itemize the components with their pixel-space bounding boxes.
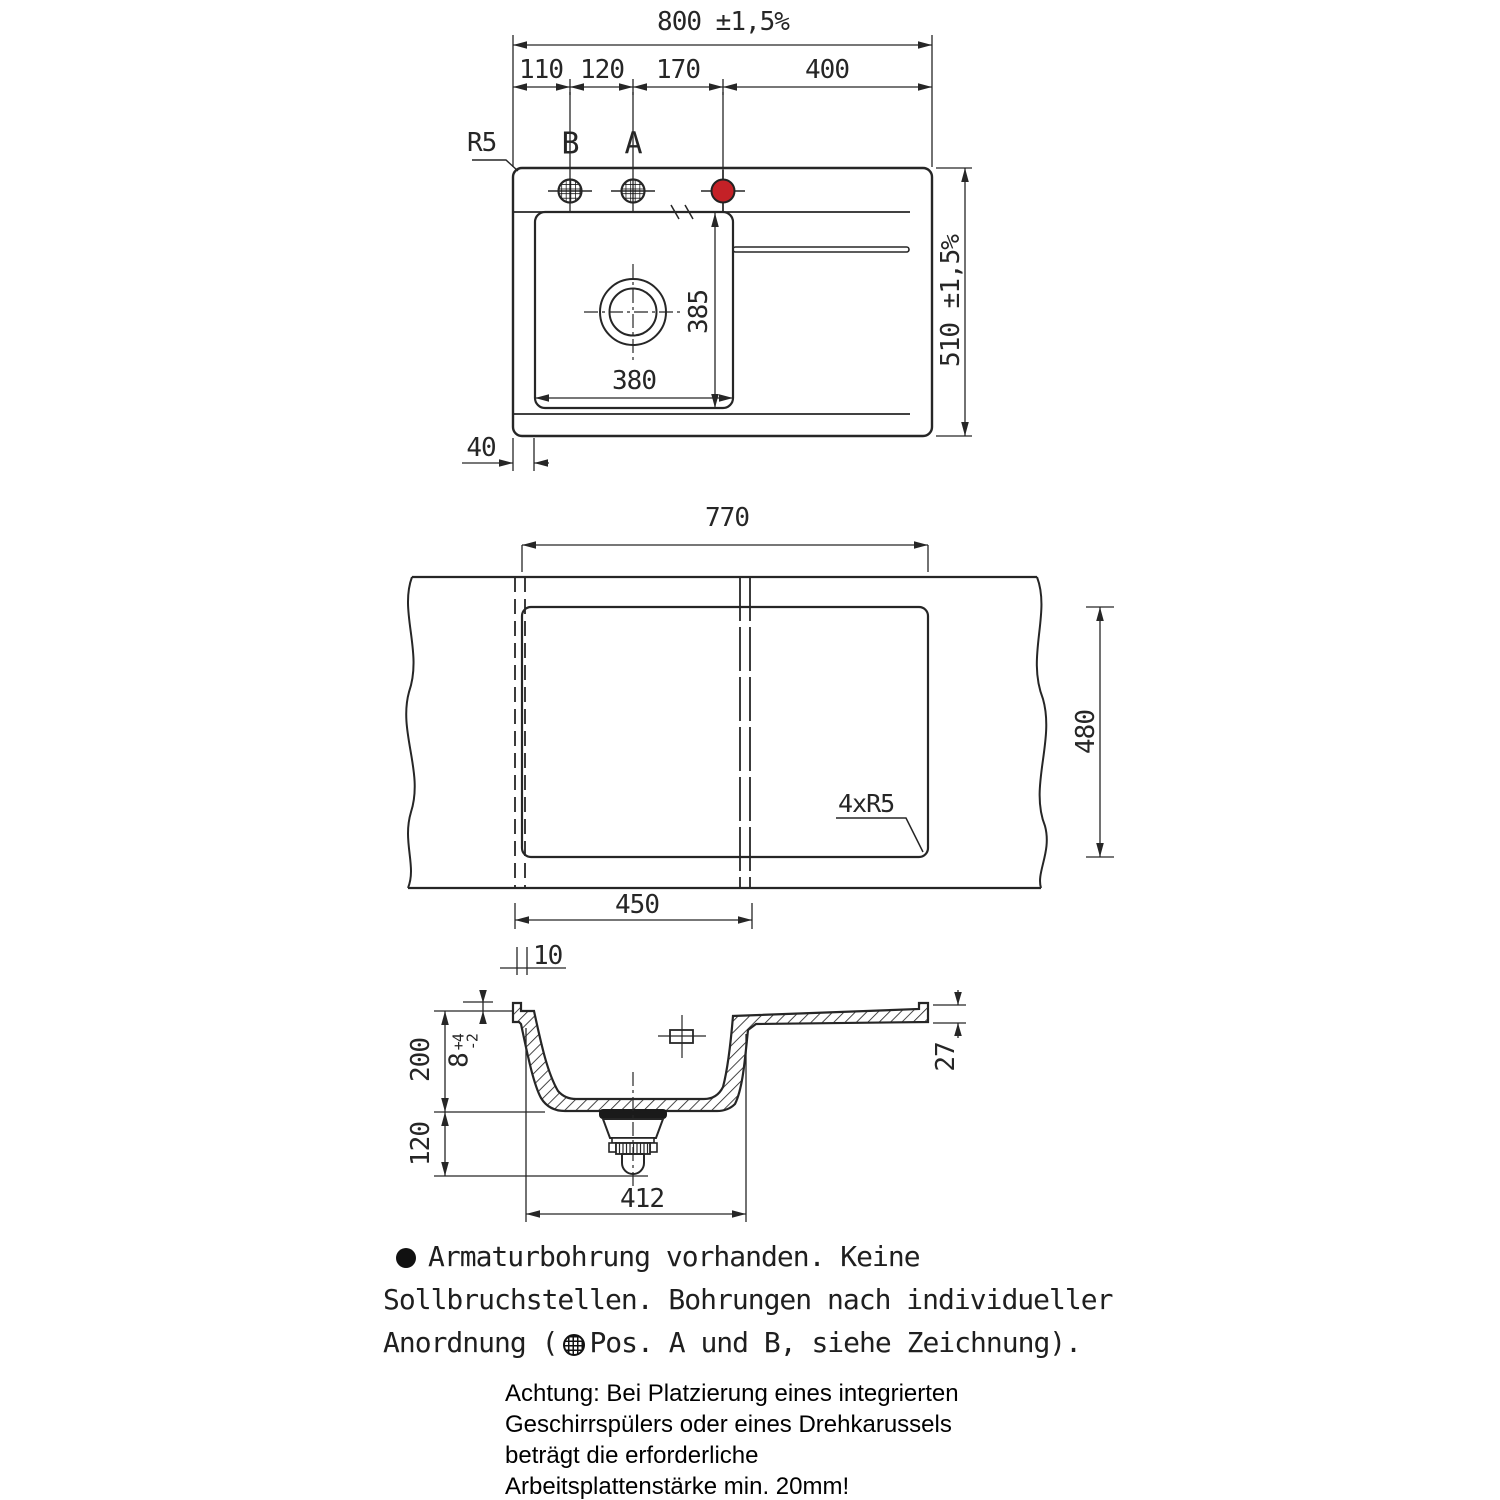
faucet-hole-red-icon bbox=[712, 180, 735, 203]
dim-8 bbox=[463, 990, 493, 1024]
hole-b-label: B bbox=[561, 126, 579, 162]
extension-lines-holes bbox=[570, 92, 723, 213]
dim-27-label: 27 bbox=[931, 1042, 961, 1072]
r5-corner-leader bbox=[836, 818, 923, 852]
hole-b-icon bbox=[559, 180, 582, 203]
note-line-3 bbox=[383, 1326, 1081, 1359]
dim-8-label bbox=[445, 1034, 480, 1068]
cutout-outline bbox=[522, 607, 928, 857]
dim-200-label: 200 bbox=[406, 1038, 436, 1082]
cutout-view bbox=[406, 541, 1114, 975]
dim-480-label: 480 bbox=[1071, 710, 1101, 754]
radius-r5-label: R5 bbox=[467, 128, 497, 158]
dim-170-label: 170 bbox=[656, 55, 700, 85]
top-view bbox=[462, 35, 972, 471]
dim-8-value: 8 bbox=[444, 1053, 475, 1068]
dim-10-label: 10 bbox=[533, 941, 563, 971]
note-line-3-pre: Anordnung ( bbox=[383, 1326, 558, 1359]
worktop-right-break-edge bbox=[1037, 577, 1047, 888]
crosshatch-circle-icon bbox=[563, 1334, 585, 1356]
dim-8-tol-plus: +4 bbox=[449, 1034, 468, 1051]
dim-510-label: 510 ±1,5% bbox=[936, 235, 966, 367]
note-line-1 bbox=[396, 1240, 920, 1273]
warning-line-1: Achtung: Bei Platzierung eines integrierten bbox=[505, 1380, 959, 1407]
warning-line-3: beträgt die erforderliche bbox=[505, 1442, 759, 1469]
dim-27 bbox=[933, 990, 966, 1038]
dim-120-section-label: 120 bbox=[406, 1122, 436, 1166]
dim-412-label: 412 bbox=[620, 1184, 664, 1214]
corner-4xr5-label: 4xR5 bbox=[838, 789, 895, 818]
dim-770 bbox=[522, 545, 928, 572]
dim-8-tol-minus: -2 bbox=[463, 1034, 482, 1051]
warning-line-4: Arbeitsplattenstärke min. 20mm! bbox=[505, 1473, 850, 1500]
section-material bbox=[513, 1003, 928, 1111]
hole-a-icon bbox=[622, 180, 645, 203]
warning-line-2: Geschirrspülers oder eines Drehkarussels bbox=[505, 1411, 952, 1438]
hole-a-label: A bbox=[624, 126, 642, 162]
note-line-1-text: Armaturbohrung vorhanden. Keine bbox=[428, 1240, 920, 1273]
nut-tab-right bbox=[650, 1143, 657, 1152]
dim-120-label: 120 bbox=[580, 55, 624, 85]
dim-110-label: 110 bbox=[519, 55, 563, 85]
section-view bbox=[434, 990, 966, 1222]
dim-380-label: 380 bbox=[612, 366, 656, 396]
faucet-hole-centerlines bbox=[658, 1015, 706, 1058]
filled-circle-icon bbox=[396, 1248, 416, 1268]
dim-400-label: 400 bbox=[805, 55, 849, 85]
worktop-left-break-edge bbox=[406, 577, 415, 888]
r5-leader bbox=[472, 160, 518, 171]
dim-800-label: 800 ±1,5% bbox=[657, 7, 789, 37]
dim-450-label: 450 bbox=[615, 890, 659, 920]
note-line-3-post: Pos. A und B, siehe Zeichnung). bbox=[589, 1326, 1082, 1359]
note-line-2: Sollbruchstellen. Bohrungen nach individueller bbox=[383, 1283, 1113, 1316]
cutout-arrowheads bbox=[515, 541, 1104, 924]
dim-40-label: 40 bbox=[466, 433, 496, 463]
dim-385-label: 385 bbox=[684, 290, 714, 334]
drainboard-groove bbox=[733, 247, 909, 252]
dim-770-label: 770 bbox=[705, 503, 749, 533]
nut-tab-left bbox=[609, 1143, 616, 1152]
